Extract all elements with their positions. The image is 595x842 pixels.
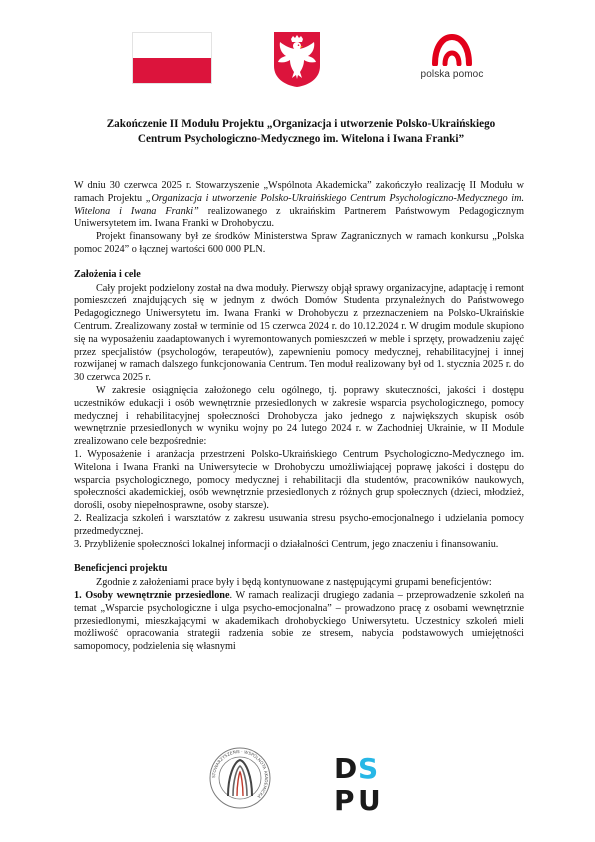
funding-paragraph: Projekt finansowany był ze środków Ministerstwa Spraw Zagranicznych w ramach konkursu „Polska pomoc 2024” o łącznej wartości 600 000 PLN. — [74, 231, 524, 255]
polish-eagle-emblem-icon — [272, 30, 322, 88]
section-heading-beneficiaries: Beneficjenci projektu — [74, 563, 168, 575]
polish-flag-icon — [132, 32, 212, 84]
goal-item: 1. Wyposażenie i aranżacja przestrzeni Polsko-Ukraińskiego Centrum Psychologiczno-Medycznego im. Witelona i Iwana Franki na Uniwersytecie w Drohobyczu umożliwiającej poprawę jakości i dostępu do wsparcia psychologicznego, pomocy medycznej i rehabilitacji dla studentów, pracowników naukowych, społeczności akademickiej, osób wewnętrznie przesiedlonych z różnych grup społecznych (dzieci, młodzież, dorośli, osoby niepełnosprawne, osoby starsze). — [74, 448, 524, 512]
modules-paragraph: Cały projekt podzielony został na dwa moduły. Pierwszy objął sprawy organizacyjne, adaptację i remont pomieszczeń znajdujących się w jednym z dwóch Domów Studenta przynależnych do Państwowego Pedagogicznego Uniwersytetu im. Iwana Franki w Drohobyczu z przeznaczeniem na Polsko-Ukraińskie Centrum. Zrealizowany został w terminie od 15 czerwca 2024 r. do 10.12.2024 r. W drugim module skupiono się na wyposażeniu zaadaptowanych i wyremontowanych pomieszczeń w meble i sprzęty, prowadzeniu zajęć przez specjalistów (psychologów, terapeutów), zapewnieniu pomocy medycznej, rehabilitacyjnej i innej rozwijanej w ramach dalszego funkcjonowania Centrum. Ten moduł realizowany był od 1. stycznia 2025 r. do 30 czerwca 2025 r. — [74, 282, 524, 384]
beneficiaries-intro: Zgodnie z założeniami prace były i będą kontynuowane z następującymi grupami beneficjentów: — [96, 577, 492, 589]
footer-logos — [0, 742, 595, 822]
polska-pomoc-arc-icon — [430, 34, 474, 66]
goal-item: 2. Realizacja szkoleń i warsztatów z zakresu usuwania stresu psycho-emocjonalnego i udzielania pomocy przedmedycznej. — [74, 512, 524, 537]
title-line-1: Zakończenie II Modułu Projektu „Organizacja i utworzenie Polsko-Ukraińskiego — [106, 118, 496, 130]
beneficiary-item-title: 1. Osoby wewnętrznie przesiedlone — [74, 589, 230, 601]
dspu-letter: S — [358, 752, 379, 785]
dspu-letter: P — [334, 784, 355, 816]
dspu-logo-icon — [330, 750, 386, 816]
logo-ring-text: STOWARZYSZENIE · WSPÓLNOTA AKADEMICKA — [210, 748, 270, 800]
article-body — [74, 180, 524, 654]
polska-pomoc-logo — [412, 34, 492, 88]
beneficiary-item: 1. Osoby wewnętrznie przesiedlone. W ramach realizacji drugiego zadania – przeprowadzenie szkoleń na temat „Wsparcie psychologiczne i ulga psycho-emocjonalna” – prowadzono pracę z osobami wewnętrznie przesiedlonymi, mieszkającymi w akademikach drohobyckiego Uniwersytetu. Uczestnicy szkoleń mieli możliwość opracowania strategii radzenia sobie ze stresem, nabycia podstawowych umiejętności samopomocy, podzielenia się własnymi — [74, 589, 524, 653]
polska-pomoc-logo-text: polska pomoc — [420, 69, 484, 80]
page-title — [62, 117, 540, 146]
title-line-2: Centrum Psychologiczno-Medycznego im. Witelona i Iwana Franki” — [137, 132, 465, 145]
objectives-paragraph: W zakresie osiągnięcia założonego celu ogólnego, tj. poprawy skuteczności, jakości i dostępu uczestników edukacji i osób wewnętrznie przesiedlonych w zakresie wsparcia psychologicznego, pomocy medycznej i rehabilitacyjnej społeczności Drohobycza jako jednego z największych skupisk osób wewnętrznie przesiedlonych w wyniku wojny po 24 lutego 2024 r. w Zachodniej Ukrainie, w II Module zrealizowano cele bezpośrednie: — [74, 384, 524, 448]
project-name: „Organizacja i utworzenie Polsko-Ukraińskiego Centrum Psychologiczno-Medycznego im. Witelona i Iwana Franki” — [74, 192, 524, 217]
intro-paragraph: W dniu 30 czerwca 2025 r. Stowarzyszenie „Wspólnota Akademicka” zakończyło realizację II Modułu w ramach Projektu „Organizacja i utworzenie Polsko-Ukraińskiego Centrum Psychologiczno-Medycznego im. Witelona i Iwana Franki” realizowanego z ukraińskim Partnerem Państwowym Pedagogicznym Uniwersytetem im. Iwana Franki w Drohobyczu. — [74, 180, 524, 230]
header-logos — [0, 30, 595, 90]
goal-item: 3. Przybliżenie społeczności lokalnej informacji o działalności Centrum, jego znaczeniu i finansowaniu. — [74, 538, 499, 550]
dspu-letter: D — [334, 752, 358, 785]
dspu-letter: U — [358, 784, 381, 816]
wspolnota-akademicka-logo-icon — [208, 746, 272, 810]
section-heading-goals: Założenia i cele — [74, 268, 141, 280]
